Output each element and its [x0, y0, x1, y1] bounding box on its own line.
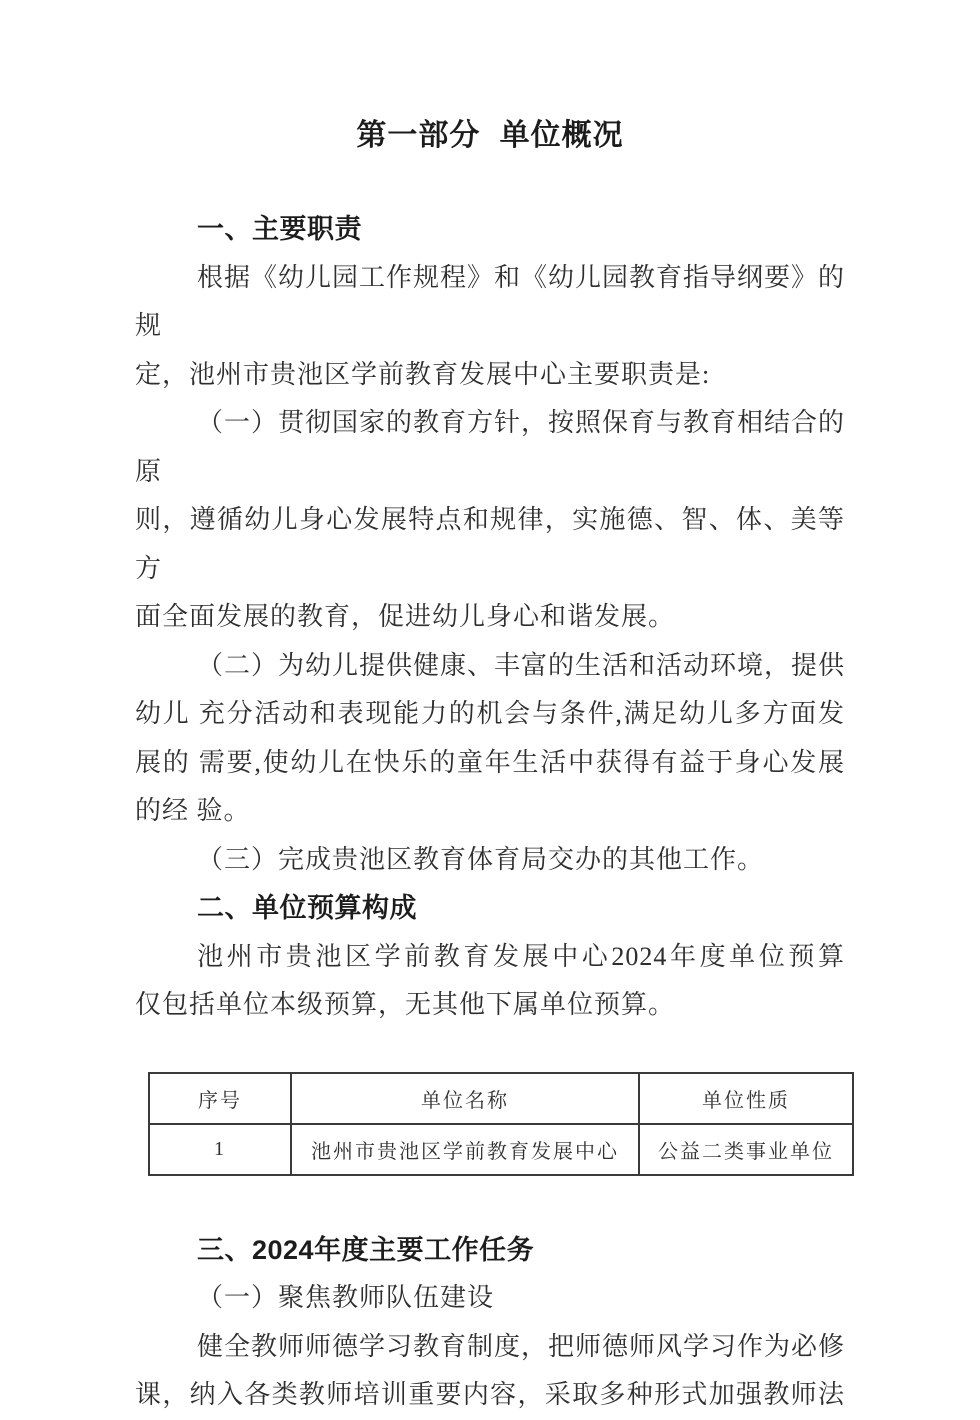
table-header-cell-unit-type: 单位性质: [639, 1073, 853, 1124]
table-header-cell-unit-name: 单位名称: [291, 1073, 639, 1124]
unit-table: [148, 1072, 854, 1176]
paragraph-line: （一）聚焦教师队伍建设: [197, 1283, 495, 1312]
paragraph-line: 幼儿 充分活动和表现能力的机会与条件,满足幼儿多方面发: [135, 699, 845, 728]
paragraph-line: 则，遵循幼儿身心发展特点和规律，实施德、智、体、美等方: [135, 505, 845, 583]
table-header-cell-index: 序号: [149, 1073, 291, 1124]
paragraph-line: 仅包括单位本级预算，无其他下属单位预算。: [135, 990, 676, 1019]
paragraph-line: 根据《幼儿园工作规程》和《幼儿园教育指导纲要》的 规: [135, 262, 853, 340]
paragraph-line: 健全教师师德学习教育制度，把师德师风学习作为必修: [197, 1331, 846, 1361]
section-heading-budget-composition: 二、单位预算构成: [197, 893, 417, 923]
table-cell-unit-name: 池州市贵池区学前教育发展中心: [291, 1124, 639, 1175]
paragraph-line: 展的 需要,使幼儿在快乐的童年生活中获得有益于身心发展: [135, 747, 845, 777]
table-header-row: [149, 1073, 853, 1124]
paragraph-line: 的经 验。: [135, 796, 251, 825]
table-cell-index: 1: [149, 1124, 291, 1175]
paragraph-line: （三）完成贵池区教育体育局交办的其他工作。: [197, 844, 765, 874]
paragraph-line: 面全面发展的教育，促进幼儿身心和谐发展。: [135, 602, 676, 631]
paragraph-line: 课，纳入各类教师培训重要内容，采取多种形式加强教师法: [135, 1380, 845, 1409]
paragraph-line: （一）贯彻国家的教育方针，按照保育与教育相结合的原: [135, 408, 846, 486]
table-cell-unit-type: 公益二类事业单位: [639, 1124, 853, 1175]
paragraph-line: 定，池州市贵池区学前教育发展中心主要职责是:: [135, 359, 711, 389]
paragraph-line: （二）为幼儿提供健康、丰富的生活和活动环境，提供: [197, 650, 846, 680]
paragraph-line: 池州市贵池区学前教育发展中心2024年度单位预算: [197, 941, 845, 971]
section-heading-2024-tasks: 三、2024年度主要工作任务: [197, 1234, 535, 1265]
document-title: 第一部分 单位概况: [356, 119, 624, 152]
section-heading-main-duties: 一、主要职责: [197, 214, 362, 244]
table-data-row: [149, 1124, 853, 1175]
